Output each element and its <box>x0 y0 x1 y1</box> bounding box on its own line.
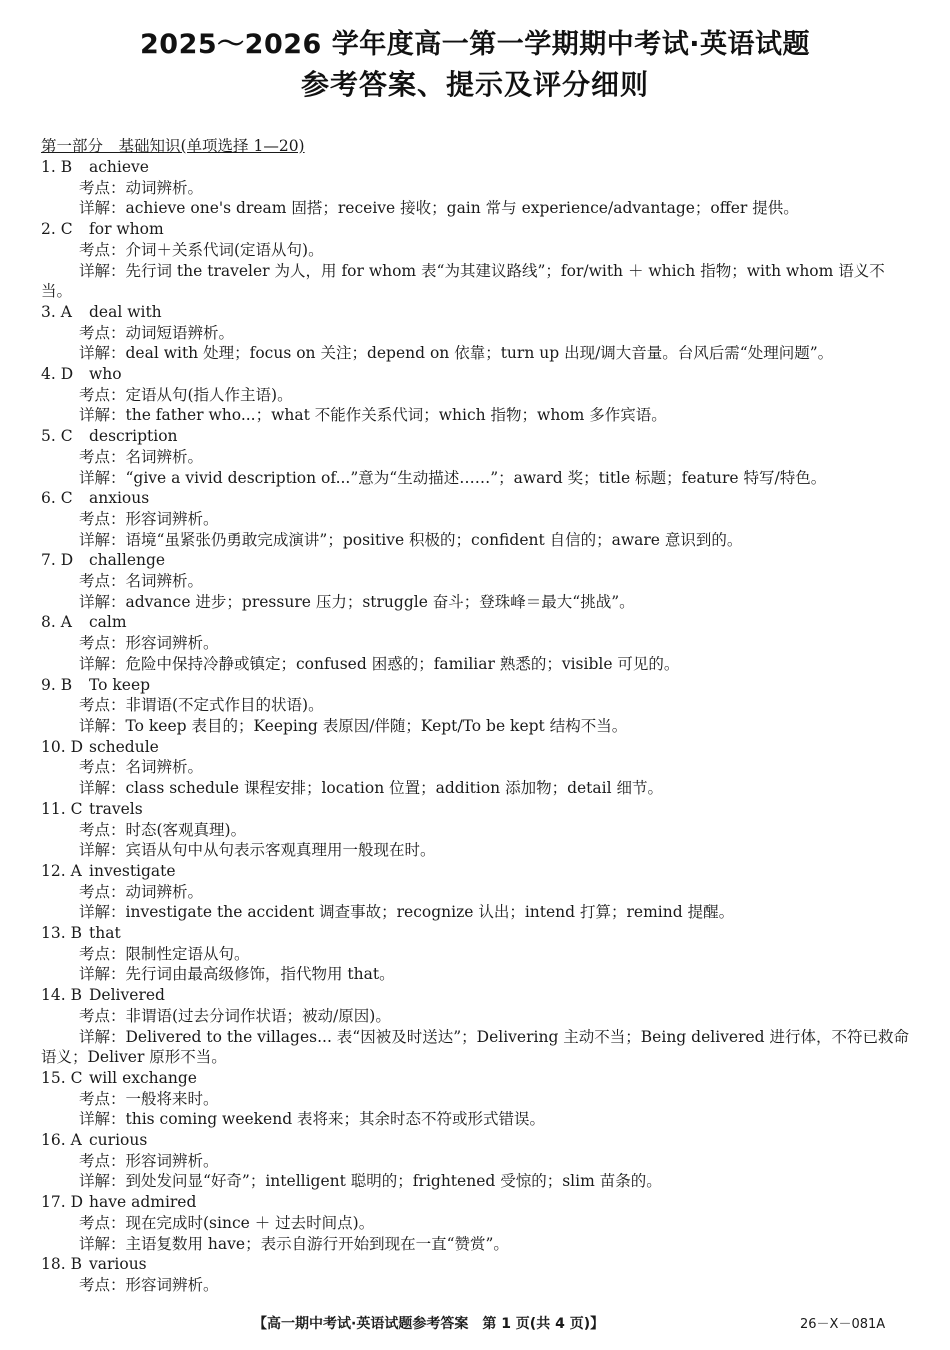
question-number: 17. D <box>41 1193 84 1212</box>
answer-item <box>41 364 911 426</box>
exam-point: 考点：非谓语(过去分词作状语；被动/原因)。 <box>79 1006 391 1025</box>
explanation: 详解：investigate the accident 调查事故；recognize 认出；intend 打算；remind 提醒。 <box>79 903 735 922</box>
answer-item <box>41 1068 911 1130</box>
answer-head <box>41 1192 911 1213</box>
answer-head <box>41 737 911 758</box>
answer-head <box>41 488 911 509</box>
question-number: 16. A <box>41 1131 82 1150</box>
answer-head <box>41 799 911 820</box>
answer-head <box>41 861 911 882</box>
answer-head <box>41 1068 911 1089</box>
answer-item <box>41 550 911 612</box>
question-number: 11. C <box>41 799 83 818</box>
exam-point: 考点：动词辨析。 <box>79 882 204 901</box>
explanation: 详解：deal with 处理；focus on 关注；depend on 依靠；turn up 出现/调大音量。台风后需“处理问题”。 <box>79 344 834 363</box>
explanation: 详解：宾语从句中从句表示客观真理用一般现在时。 <box>79 841 436 860</box>
question-number: 13. B <box>41 924 82 943</box>
explanation: 详解：主语复数用 have；表示自游行开始到现在一直“赞赏”。 <box>79 1234 509 1253</box>
answer-head <box>41 364 911 385</box>
question-number: 10. D <box>41 737 84 756</box>
question-number: 12. A <box>41 861 82 880</box>
exam-point: 考点：名词辨析。 <box>79 758 204 777</box>
answer-head <box>41 219 911 240</box>
explanation: 详解：先行词由最高级修饰，指代物用 that。 <box>79 965 395 984</box>
exam-point: 考点：形容词辨析。 <box>79 1151 219 1170</box>
answer-text: curious <box>89 1131 148 1150</box>
answer-text: calm <box>89 613 127 632</box>
answer-text: travels <box>89 799 143 818</box>
section-heading: 第一部分 基础知识(单项选择 1—20) <box>41 137 305 155</box>
question-number: 18. B <box>41 1255 82 1274</box>
answer-text: Delivered <box>89 986 165 1005</box>
answer-head <box>41 302 911 323</box>
explanation: 详解：the father who...；what 不能作关系代词；which 指物；whom 多作宾语。 <box>79 406 667 425</box>
answer-text: have admired <box>89 1193 197 1212</box>
answer-head <box>41 985 911 1006</box>
answer-text: description <box>89 427 178 446</box>
exam-point: 考点：限制性定语从句。 <box>79 944 250 963</box>
question-number: 4. D <box>41 365 74 384</box>
answer-item <box>41 302 911 364</box>
explanation: 详解：Delivered to the villages... 表“因被及时送达”；Delivering 主动不当；Being delivered 进行体，不符已救命语义；Deliver 原形不当。 <box>41 1027 910 1067</box>
answer-head <box>41 923 911 944</box>
exam-point: 考点：一般将来时。 <box>79 1089 219 1108</box>
question-number: 14. B <box>41 986 82 1005</box>
explanation: 详解：到处发问显“好奇”；intelligent 聪明的；frightened 受惊的；slim 苗条的。 <box>79 1172 662 1191</box>
question-number: 5. C <box>41 427 73 446</box>
answer-item <box>41 737 911 799</box>
exam-point: 考点：形容词辨析。 <box>79 1275 219 1294</box>
exam-point: 考点：非谓语(不定式作目的状语)。 <box>79 696 324 715</box>
question-number: 1. B <box>41 158 73 176</box>
exam-point: 考点：名词辨析。 <box>79 572 204 591</box>
question-number: 6. C <box>41 489 73 508</box>
answer-text: anxious <box>89 489 150 508</box>
exam-point: 考点：介词＋关系代词(定语从句)。 <box>79 240 324 259</box>
answer-text: schedule <box>89 737 159 756</box>
answer-text: various <box>89 1255 147 1274</box>
answer-item <box>41 799 911 861</box>
footer-page-info: 【高一期中考试·英语试题参考答案 第 1 页(共 4 页)】 <box>253 1316 605 1331</box>
answer-item <box>41 675 911 737</box>
answer-item <box>41 1254 911 1295</box>
answer-item <box>41 157 911 219</box>
answer-text: that <box>89 924 121 943</box>
answer-head <box>41 550 911 571</box>
answer-item <box>41 923 911 985</box>
answer-item <box>41 861 911 923</box>
answer-text: achieve <box>89 158 149 176</box>
answer-text: will exchange <box>89 1068 197 1087</box>
question-number: 15. C <box>41 1068 83 1087</box>
page-subtitle: 参考答案、提示及评分细则 <box>300 68 649 101</box>
answer-head <box>41 675 911 696</box>
answer-head <box>41 426 911 447</box>
answer-item <box>41 1192 911 1254</box>
exam-point: 考点：时态(客观真理)。 <box>79 820 247 839</box>
answer-item <box>41 1130 911 1192</box>
answer-item <box>41 219 911 302</box>
explanation: 详解：先行词 the traveler 为人，用 for whom 表“为其建议路线”；for/with ＋ which 指物；with whom 语义不当。 <box>41 261 885 301</box>
explanation: 详解：危险中保持冷静或镇定；confused 困惑的；familiar 熟悉的；visible 可见的。 <box>79 654 680 673</box>
explanation: 详解：语境“虽紧张仍勇敢完成演讲”；positive 积极的；confident 自信的；aware 意识到的。 <box>79 530 743 549</box>
exam-point: 考点：动词短语辨析。 <box>79 323 235 342</box>
answer-head <box>41 1130 911 1151</box>
explanation: 详解：class schedule 课程安排；location 位置；addition 添加物；detail 细节。 <box>79 779 663 798</box>
answer-text: deal with <box>89 302 162 321</box>
exam-point: 考点：名词辨析。 <box>79 447 204 466</box>
explanation: 详解：achieve one's dream 固搭；receive 接收；gain 常与 experience/advantage；offer 提供。 <box>79 199 799 218</box>
exam-point: 考点：形容词辨析。 <box>79 509 219 528</box>
answer-head <box>41 612 911 633</box>
explanation: 详解：this coming weekend 表将来；其余时态不符或形式错误。 <box>79 1110 546 1129</box>
exam-point: 考点：形容词辨析。 <box>79 634 219 653</box>
explanation: 详解：advance 进步；pressure 压力；struggle 奋斗；登珠峰＝最大“挑战”。 <box>79 592 635 611</box>
answer-item <box>41 612 911 674</box>
answer-item <box>41 426 911 488</box>
answer-item <box>41 488 911 550</box>
explanation: 详解：“give a vivid description of...”意为“生动描述……”；award 奖；title 标题；feature 特写/特色。 <box>79 468 827 487</box>
page-footer <box>0 1311 950 1331</box>
answer-head <box>41 157 911 178</box>
page-title: 2025～2026 学年度高一第一学期期中考试·英语试题 <box>140 29 810 60</box>
explanation: 详解：To keep 表目的；Keeping 表原因/伴随；Kept/To be kept 结构不当。 <box>79 716 628 735</box>
footer-doc-code: 26－X－081A <box>800 1317 886 1331</box>
answer-head <box>41 1254 911 1275</box>
answer-text: for whom <box>89 220 164 239</box>
answer-text: To keep <box>89 675 151 694</box>
question-number: 8. A <box>41 613 72 632</box>
exam-point: 考点：定语从句(指人作主语)。 <box>79 385 293 404</box>
question-number: 7. D <box>41 551 74 570</box>
question-number: 2. C <box>41 220 73 239</box>
exam-point: 考点：现在完成时(since ＋ 过去时间点)。 <box>79 1213 375 1232</box>
answer-item <box>41 985 911 1068</box>
exam-point: 考点：动词辨析。 <box>79 178 204 197</box>
answer-text: challenge <box>89 551 166 570</box>
answer-text: investigate <box>89 861 176 880</box>
answer-text: who <box>89 365 122 384</box>
question-number: 3. A <box>41 302 72 321</box>
question-number: 9. B <box>41 675 73 694</box>
answer-list <box>41 157 911 1296</box>
